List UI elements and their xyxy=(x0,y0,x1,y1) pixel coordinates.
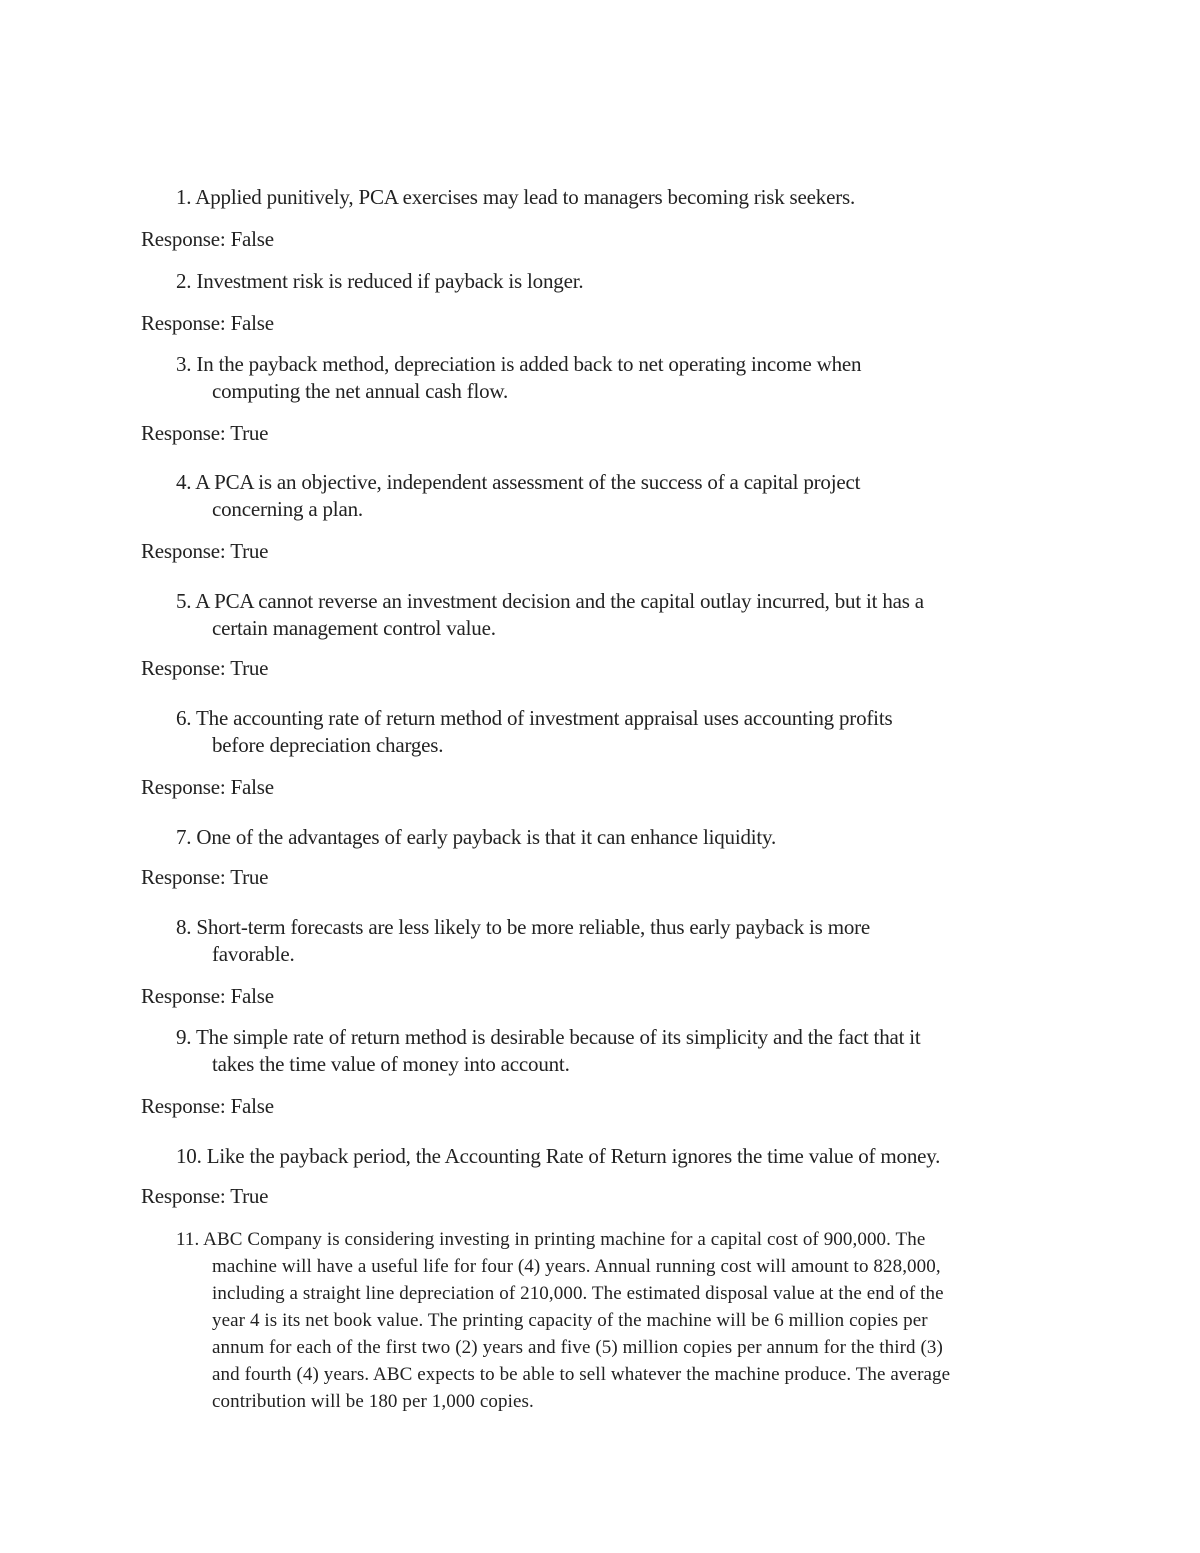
question-text-line: The accounting rate of return method of investment appraisal uses accounting profits xyxy=(196,706,893,730)
question-text-line: One of the advantages of early payback is that it can enhance liquidity. xyxy=(196,825,777,849)
response-1: Response: False xyxy=(141,227,274,251)
question-text-line: before depreciation charges. xyxy=(212,733,444,757)
question-number: 4. xyxy=(176,470,192,494)
question-text-line: concerning a plan. xyxy=(212,497,363,521)
question-text-line: computing the net annual cash flow. xyxy=(212,379,509,403)
response-5: Response: True xyxy=(141,656,269,680)
question-text-line: annum for each of the first two (2) years and five (5) million copies per annum for the third (3) xyxy=(212,1337,943,1358)
question-number: 8. xyxy=(176,915,192,939)
question-3 xyxy=(176,351,1056,405)
question-text-line: ABC Company is considering investing in printing machine for a capital cost of 900,000. The xyxy=(203,1229,926,1250)
question-number: 11. xyxy=(176,1229,200,1250)
response-3: Response: True xyxy=(141,421,269,445)
question-7 xyxy=(176,824,1056,851)
question-number: 2. xyxy=(176,269,192,293)
question-text-line: Investment risk is reduced if payback is longer. xyxy=(196,269,584,293)
question-9 xyxy=(176,1024,1056,1078)
response-2: Response: False xyxy=(141,311,274,335)
question-6 xyxy=(176,705,1056,759)
question-number: 9. xyxy=(176,1025,192,1049)
question-number: 7. xyxy=(176,825,192,849)
response-10: Response: True xyxy=(141,1184,269,1208)
response-8: Response: False xyxy=(141,984,274,1008)
question-text-line: machine will have a useful life for four (4) years. Annual running cost will amount to 828,000, xyxy=(212,1256,941,1277)
question-text-line: Applied punitively, PCA exercises may lead to managers becoming risk seekers. xyxy=(195,185,856,209)
question-text-line: In the payback method, depreciation is added back to net operating income when xyxy=(196,352,862,376)
question-4 xyxy=(176,469,1056,523)
question-text-line: including a straight line depreciation of 210,000. The estimated disposal value at the end of the xyxy=(212,1283,944,1304)
question-text-line: contribution will be 180 per 1,000 copies. xyxy=(212,1391,534,1412)
question-text-line: takes the time value of money into account. xyxy=(212,1052,570,1076)
question-text-line: Like the payback period, the Accounting Rate of Return ignores the time value of money. xyxy=(206,1144,941,1168)
question-text-line: A PCA is an objective, independent assessment of the success of a capital project xyxy=(195,470,861,494)
question-10 xyxy=(176,1143,1056,1170)
question-number: 6. xyxy=(176,706,192,730)
question-number: 1. xyxy=(176,185,192,209)
question-text-line: Short-term forecasts are less likely to be more reliable, thus early payback is more xyxy=(196,915,871,939)
question-2 xyxy=(176,268,1056,295)
question-text-line: favorable. xyxy=(212,942,295,966)
question-number: 3. xyxy=(176,352,192,376)
question-text-line: A PCA cannot reverse an investment decision and the capital outlay incurred, but it has a xyxy=(195,589,924,613)
question-text-line: year 4 is its net book value. The printing capacity of the machine will be 6 million copies per xyxy=(212,1310,928,1331)
question-number: 5. xyxy=(176,589,192,613)
response-4: Response: True xyxy=(141,539,269,563)
question-8 xyxy=(176,914,1056,968)
question-1 xyxy=(176,184,1056,211)
question-text-line: The simple rate of return method is desirable because of its simplicity and the fact that it xyxy=(196,1025,921,1049)
question-number: 10. xyxy=(176,1144,202,1168)
response-6: Response: False xyxy=(141,775,274,799)
question-11 xyxy=(176,1226,1056,1415)
response-9: Response: False xyxy=(141,1094,274,1118)
question-text-line: and fourth (4) years. ABC expects to be able to sell whatever the machine produce. The average xyxy=(212,1364,951,1385)
question-text-line: certain management control value. xyxy=(212,616,496,640)
response-7: Response: True xyxy=(141,865,269,889)
question-5 xyxy=(176,588,1056,642)
